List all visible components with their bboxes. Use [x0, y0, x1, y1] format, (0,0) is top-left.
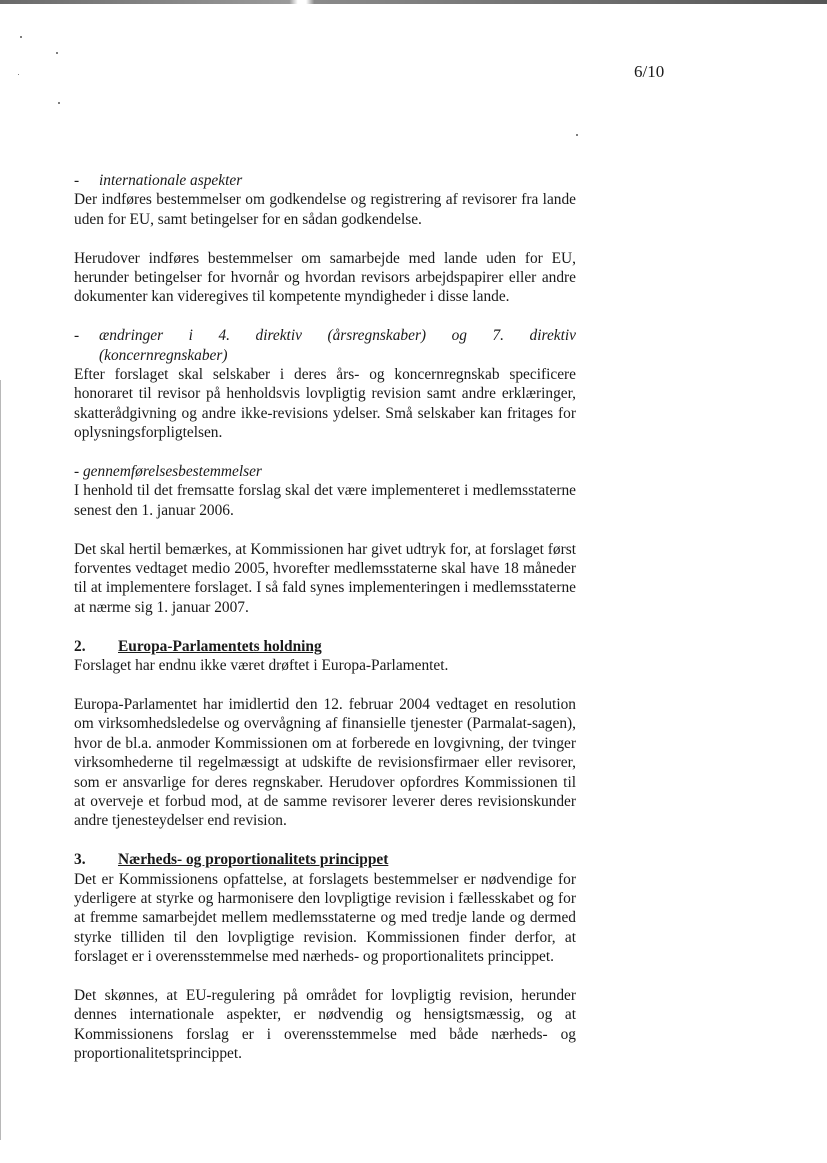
section-number: 3. — [74, 851, 86, 869]
bullet-dash: - — [74, 172, 80, 189]
scan-edge-top — [0, 0, 827, 4]
scan-speck — [56, 52, 58, 54]
paragraph: Der indføres bestemmelser om godkendelse og registrering af revisorer fra lande uden for EU, samt betingelser for en sådan godkendelse. — [74, 191, 576, 228]
paragraph: Forslaget har endnu ikke været drøftet i Europa-Parlamentet. — [74, 657, 449, 675]
section-title: Europa-Parlamentets holdning — [118, 637, 322, 655]
paragraph: Efter forslaget skal selskaber i deres års- og koncernregnskab specificere honoraret til revisor på henholdsvis lovpligtig revision samt andre erklæringer, skatterådgivning og andre ikke-revisions ydelser. Små selskaber kan fritages for oplysningsforpligtelsen. — [74, 366, 576, 442]
section-number: 2. — [74, 637, 86, 655]
bullet-gennemforelse — [74, 462, 576, 481]
scan-speck — [20, 36, 22, 38]
bullet-dash: - — [74, 327, 80, 345]
section-heading-europa-parlamentet — [74, 637, 576, 656]
bullet-label: (koncernregnskaber) — [99, 346, 228, 364]
paragraph: I henhold til det fremsatte forslag skal det være implementeret i medlemsstaterne senest den 1. januar 2006. — [74, 482, 576, 519]
page-number: 6/10 — [634, 62, 665, 81]
bullet-aendringer — [74, 326, 576, 345]
section-heading-naerhed — [74, 850, 576, 869]
bullet-label: internationale aspekter — [99, 172, 243, 189]
bullet-indent — [74, 346, 99, 365]
bullet-dash: - — [74, 463, 83, 481]
paragraph: Det er Kommissionens opfattelse, at forslagets bestemmelser er nødvendige for yderligere at styrke og harmonisere den lovpligtige revision i fællesskabet og for at fremme samarbejdet mellem medlemsstaterne og med tredje lande og dermed styrke tilliden til den lovpligtige revision. Kommissionen finder derfor, at forslaget er i overensstemmelse med nærheds- og proportionalitets princippet. — [74, 870, 576, 966]
section-title: Nærheds- og proportionalitets princippet — [118, 851, 389, 869]
bullet-label-text: gennemførelsesbestemmelser — [82, 463, 262, 481]
paragraph: Europa-Parlamentet har imidlertid den 12. februar 2004 vedtaget en resolution om virksomhedsledelse og overvågning af finansielle tjenester (Parmalat-sagen), hvor de bl.a. anmoder Kommissionen om at forberede en lovgivning, der tvinger virksomhederne til regelmæssigt at udskifte de revisionsfirmaer eller revisorer, som er ansvarlige for deres regnskaber. Herudover opfordres Kommissionen til at overveje et forbud mod, at de samme revisorer leverer deres revisionskunder andre tjenesteydelser end revision. — [74, 695, 576, 830]
scan-speck — [18, 74, 19, 75]
paragraph: Herudover indføres bestemmelser om samarbejde med lande uden for EU, herunder betingelser for hvornår og hvordan revisors arbejdspapirer eller andre dokumenter kan videregives til kompetente myndigheder i disse lande. — [74, 249, 576, 306]
scan-speck — [576, 134, 578, 136]
paragraph: Det skønnes, at EU-regulering på området for lovpligtig revision, herunder dennes internationale aspekter, er nødvendig og hensigtsmæssig, og at Kommissionens forslag er i overensstemmelse med både nærheds- og proportionalitetsprincippet. — [74, 986, 576, 1063]
scan-speck — [58, 102, 60, 104]
bullet-label — [74, 462, 262, 481]
document-body — [74, 171, 576, 1064]
bullet-label: ændringer i 4. direktiv (årsregnskaber) og 7. direktiv — [99, 327, 576, 345]
paragraph: Det skal hertil bemærkes, at Kommissionen har givet udtryk for, at forslaget først forventes vedtaget medio 2005, hvorefter medlemsstaterne skal have 18 måneder til at implementere forslaget. I så fald synes implementeringen i medlemsstaterne at nærme sig 1. januar 2007. — [74, 540, 576, 616]
bullet-internationale — [74, 171, 576, 190]
scan-edge-left — [0, 380, 1, 1140]
bullet-aendringer-cont — [74, 346, 576, 365]
